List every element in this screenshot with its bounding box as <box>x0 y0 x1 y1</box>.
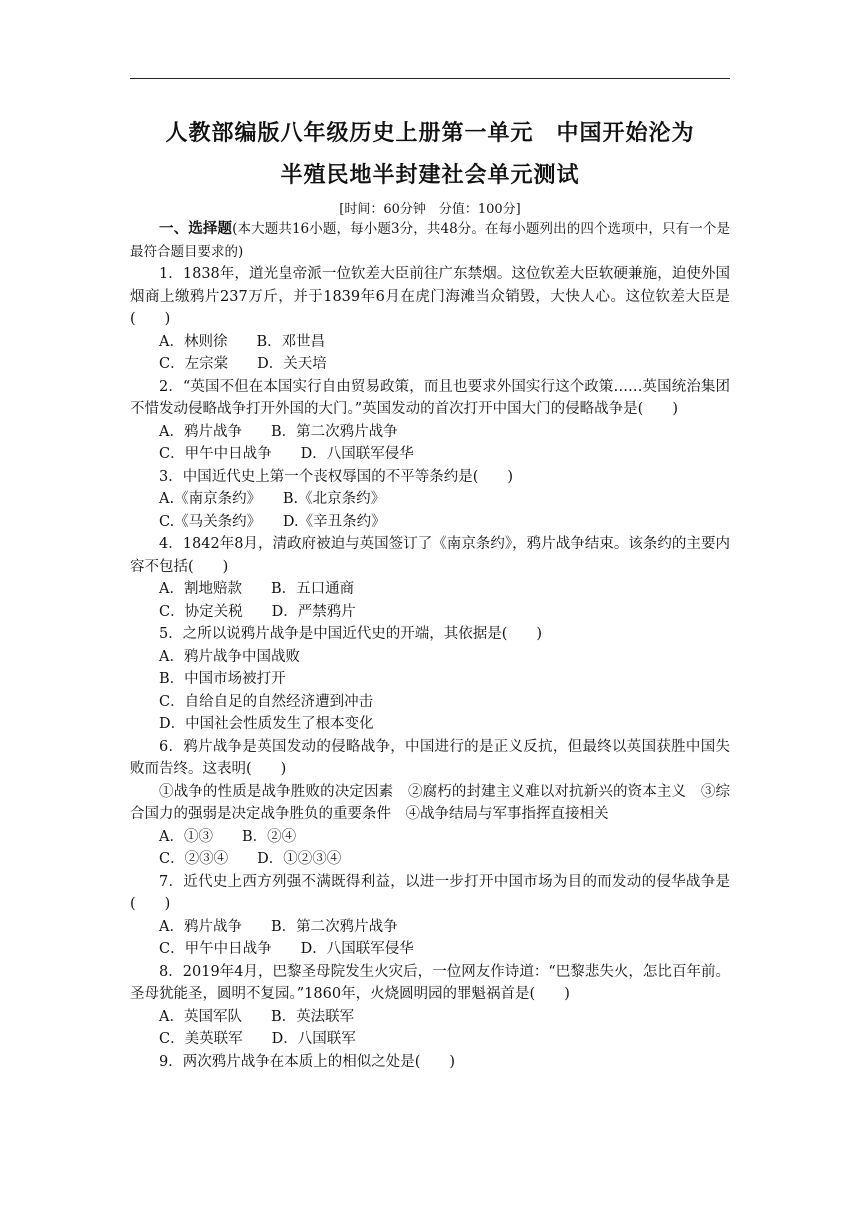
question-options: C．协定关税 D．严禁鸦片 <box>159 603 356 620</box>
question-options: D．中国社会性质发生了根本变化 <box>159 716 374 732</box>
question-options: C．②③④ D．①②③④ <box>159 851 342 867</box>
question-options: C．美英联军 D．八国联军 <box>159 1031 356 1047</box>
question-stem: 9．两次鸦片战争在本质上的相似之处是( ) <box>159 1053 456 1070</box>
exam-body <box>130 218 730 1073</box>
section-title: 一、选择题 <box>159 220 233 237</box>
page-title: 人教部编版八年级历史上册第一单元 中国开始沦为 <box>165 121 695 146</box>
question-options: C.《马关条约》 D.《辛丑条约》 <box>159 513 386 530</box>
question-statements: ①战争的性质是战争胜败的决定因素 ②腐朽的封建主义难以对抗新兴的资本主义 ③综合国力的强弱是决定战争胜负的重要条件 ④战争结局与军事指挥直接相关 <box>130 783 730 822</box>
exam-meta: [时间：60分钟 分值：100分] <box>339 202 521 217</box>
question-stem: 2．“英国不但在本国实行自由贸易政策，而且也要求外国实行这个政策……英国统治集团不惜发动侵略战争打开外国的大门。”英国发动的首次打开中国大门的侵略战争是( ) <box>130 378 730 417</box>
question-options: C．自给自足的自然经济遭到冲击 <box>159 693 374 710</box>
question-stem: 1．1838年，道光皇帝派一位钦差大臣前往广东禁烟。这位钦差大臣软硬兼施，迫使外国烟商上缴鸦片237万斤，并于1839年6月在虎门海滩当众销毁，大快人心。这位钦差大臣是( ) <box>130 266 730 327</box>
section-heading <box>130 218 730 263</box>
page-title-line2: 半殖民地半封建社会单元测试 <box>280 163 580 188</box>
question-stem: 6．鸦片战争是英国发动的侵略战争，中国进行的是正义反抗，但最终以英国获胜中国失败而告终。这表明( ) <box>130 738 730 777</box>
question-stem: 8．2019年4月，巴黎圣母院发生火灾后，一位网友作诗道：“巴黎悲失火，怎比百年前。圣母犹能圣，圆明不复园。”1860年，火烧圆明园的罪魁祸首是( ) <box>130 963 730 1002</box>
question-stem: 7．近代史上西方列强不满既得利益，以进一步打开中国市场为目的而发动的侵华战争是( ) <box>130 873 730 912</box>
question-options: C．甲午中日战争 D．八国联军侵华 <box>159 941 414 957</box>
section-instructions: (本大题共16小题，每小题3分，共48分。在每小题列出的四个选项中，只有一个是最符合题目要求的) <box>130 221 731 260</box>
question-options: A．英国军队 B．英法联军 <box>159 1008 355 1025</box>
question-options: A．鸦片战争 B．第二次鸦片战争 <box>159 918 398 935</box>
header-rule <box>130 78 730 79</box>
question-options: C．甲午中日战争 D．八国联军侵华 <box>159 446 414 462</box>
question-options: C．左宗棠 D．关天培 <box>159 356 327 372</box>
question-stem: 3．中国近代史上第一个丧权辱国的不平等条约是( ) <box>159 468 514 485</box>
question-options: A．割地赔款 B．五口通商 <box>159 581 355 597</box>
question-options: B．中国市场被打开 <box>159 671 286 687</box>
question-options: A．鸦片战争中国战败 <box>159 648 300 665</box>
question-stem: 4．1842年8月，清政府被迫与英国签订了《南京条约》，鸦片战争结束。该条约的主要内容不包括( ) <box>130 536 730 575</box>
question-options: A．鸦片战争 B．第二次鸦片战争 <box>159 423 398 440</box>
question-options: A．①③ B．②④ <box>159 828 297 845</box>
question-options: A．林则徐 B．邓世昌 <box>159 333 326 350</box>
question-options: A.《南京条约》 B.《北京条约》 <box>159 491 386 507</box>
question-stem: 5．之所以说鸦片战争是中国近代史的开端，其依据是( ) <box>159 626 543 642</box>
